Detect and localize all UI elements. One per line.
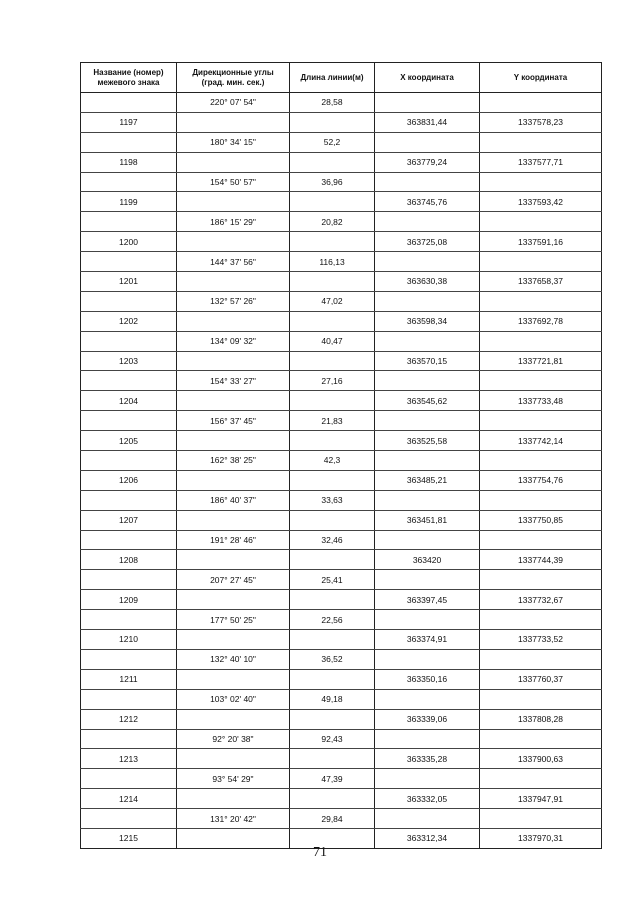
cell-line-length: 42,3 [290, 451, 375, 471]
cell-line-length: 49,18 [290, 689, 375, 709]
cell-directional-angle: 220° 07' 54" [177, 93, 290, 113]
cell-directional-angle: 144° 37' 56" [177, 252, 290, 272]
cell-directional-angle: 154° 33' 27" [177, 371, 290, 391]
cell-line-length [290, 192, 375, 212]
cell-mark-name [81, 490, 177, 510]
cell-x-coordinate [375, 729, 480, 749]
cell-x-coordinate: 363335,28 [375, 749, 480, 769]
cell-y-coordinate [480, 411, 602, 431]
table-row [81, 351, 602, 371]
table-row [81, 470, 602, 490]
cell-x-coordinate [375, 252, 480, 272]
cell-y-coordinate: 1337750,85 [480, 510, 602, 530]
table-row [81, 689, 602, 709]
header-directional-angle: Дирекционные углы (град. мин. сек.) [177, 63, 290, 93]
cell-y-coordinate [480, 451, 602, 471]
cell-x-coordinate: 363485,21 [375, 470, 480, 490]
cell-x-coordinate: 363374,91 [375, 630, 480, 650]
cell-y-coordinate: 1337733,48 [480, 391, 602, 411]
cell-directional-angle: 156° 37' 45" [177, 411, 290, 431]
cell-mark-name [81, 530, 177, 550]
cell-mark-name: 1206 [81, 470, 177, 490]
cell-mark-name [81, 132, 177, 152]
table-row [81, 112, 602, 132]
boundary-marks-table [80, 62, 602, 849]
cell-line-length: 47,39 [290, 769, 375, 789]
cell-y-coordinate: 1337658,37 [480, 272, 602, 292]
cell-mark-name: 1201 [81, 272, 177, 292]
cell-line-length [290, 749, 375, 769]
table-row [81, 630, 602, 650]
table-row [81, 729, 602, 749]
cell-line-length [290, 789, 375, 809]
cell-y-coordinate [480, 132, 602, 152]
cell-directional-angle [177, 789, 290, 809]
cell-line-length: 25,41 [290, 570, 375, 590]
cell-x-coordinate: 363630,38 [375, 272, 480, 292]
cell-directional-angle [177, 550, 290, 570]
table-row [81, 411, 602, 431]
cell-line-length [290, 709, 375, 729]
cell-mark-name [81, 172, 177, 192]
cell-mark-name: 1213 [81, 749, 177, 769]
cell-y-coordinate: 1337732,67 [480, 590, 602, 610]
cell-line-length: 28,58 [290, 93, 375, 113]
cell-mark-name: 1208 [81, 550, 177, 570]
cell-x-coordinate: 363332,05 [375, 789, 480, 809]
cell-line-length [290, 590, 375, 610]
cell-y-coordinate: 1337754,76 [480, 470, 602, 490]
cell-line-length: 32,46 [290, 530, 375, 550]
table-row [81, 331, 602, 351]
cell-y-coordinate [480, 252, 602, 272]
table-row [81, 789, 602, 809]
cell-mark-name: 1204 [81, 391, 177, 411]
cell-mark-name: 1212 [81, 709, 177, 729]
cell-directional-angle: 180° 34' 15" [177, 132, 290, 152]
cell-mark-name: 1200 [81, 232, 177, 252]
cell-y-coordinate [480, 371, 602, 391]
cell-directional-angle: 93° 54' 29" [177, 769, 290, 789]
cell-x-coordinate [375, 291, 480, 311]
cell-mark-name: 1203 [81, 351, 177, 371]
cell-mark-name: 1198 [81, 152, 177, 172]
cell-line-length: 47,02 [290, 291, 375, 311]
page-number: 71 [313, 845, 327, 860]
table-row [81, 809, 602, 829]
cell-directional-angle: 177° 50' 25" [177, 610, 290, 630]
cell-y-coordinate [480, 809, 602, 829]
header-y-coordinate: Y координата [480, 63, 602, 93]
cell-line-length [290, 391, 375, 411]
cell-line-length: 36,52 [290, 649, 375, 669]
cell-directional-angle [177, 152, 290, 172]
table-row [81, 391, 602, 411]
header-mark-name: Название (номер) межевого знака [81, 63, 177, 93]
cell-y-coordinate [480, 331, 602, 351]
cell-x-coordinate: 363451,81 [375, 510, 480, 530]
cell-line-length: 52,2 [290, 132, 375, 152]
table-row [81, 172, 602, 192]
cell-mark-name: 1215 [81, 828, 177, 848]
cell-x-coordinate [375, 93, 480, 113]
cell-x-coordinate: 363312,34 [375, 828, 480, 848]
cell-directional-angle [177, 311, 290, 331]
cell-line-length [290, 510, 375, 530]
cell-mark-name [81, 769, 177, 789]
cell-directional-angle: 191° 28' 46" [177, 530, 290, 550]
cell-directional-angle [177, 391, 290, 411]
cell-y-coordinate: 1337733,52 [480, 630, 602, 650]
cell-mark-name [81, 451, 177, 471]
table-row [81, 371, 602, 391]
table-header-row [81, 63, 602, 93]
cell-y-coordinate: 1337578,23 [480, 112, 602, 132]
table-row [81, 93, 602, 113]
cell-x-coordinate: 363831,44 [375, 112, 480, 132]
cell-x-coordinate: 363598,34 [375, 311, 480, 331]
cell-y-coordinate: 1337591,16 [480, 232, 602, 252]
cell-y-coordinate [480, 610, 602, 630]
cell-mark-name: 1211 [81, 669, 177, 689]
cell-mark-name: 1209 [81, 590, 177, 610]
cell-x-coordinate [375, 132, 480, 152]
cell-y-coordinate: 1337692,78 [480, 311, 602, 331]
cell-mark-name: 1197 [81, 112, 177, 132]
cell-directional-angle [177, 470, 290, 490]
cell-x-coordinate [375, 809, 480, 829]
table-row [81, 570, 602, 590]
cell-mark-name [81, 610, 177, 630]
cell-directional-angle: 134° 09' 32" [177, 331, 290, 351]
cell-directional-angle: 92° 20' 38" [177, 729, 290, 749]
cell-mark-name [81, 371, 177, 391]
cell-x-coordinate: 363420 [375, 550, 480, 570]
cell-line-length: 27,16 [290, 371, 375, 391]
cell-line-length [290, 470, 375, 490]
cell-directional-angle [177, 510, 290, 530]
cell-directional-angle [177, 709, 290, 729]
cell-x-coordinate [375, 610, 480, 630]
table-row [81, 311, 602, 331]
cell-directional-angle [177, 232, 290, 252]
cell-x-coordinate: 363350,16 [375, 669, 480, 689]
table-row [81, 590, 602, 610]
cell-mark-name [81, 570, 177, 590]
cell-x-coordinate: 363725,08 [375, 232, 480, 252]
table-row [81, 649, 602, 669]
cell-directional-angle: 162° 38' 25" [177, 451, 290, 471]
cell-y-coordinate [480, 689, 602, 709]
cell-directional-angle [177, 272, 290, 292]
cell-line-length [290, 152, 375, 172]
cell-directional-angle: 207° 27' 45" [177, 570, 290, 590]
cell-directional-angle: 186° 15' 29" [177, 212, 290, 232]
cell-line-length: 40,47 [290, 331, 375, 351]
header-x-coordinate: X координата [375, 63, 480, 93]
cell-mark-name [81, 212, 177, 232]
cell-directional-angle [177, 630, 290, 650]
cell-mark-name: 1214 [81, 789, 177, 809]
cell-y-coordinate: 1337760,37 [480, 669, 602, 689]
header-line-length: Длина линии(м) [290, 63, 375, 93]
cell-mark-name: 1210 [81, 630, 177, 650]
table-row [81, 709, 602, 729]
table-row [81, 610, 602, 630]
cell-x-coordinate [375, 530, 480, 550]
table-row [81, 192, 602, 212]
cell-directional-angle [177, 749, 290, 769]
table-row [81, 490, 602, 510]
table-row [81, 550, 602, 570]
table-body [81, 93, 602, 849]
table-row [81, 669, 602, 689]
cell-x-coordinate [375, 689, 480, 709]
cell-directional-angle: 186° 40' 37" [177, 490, 290, 510]
cell-x-coordinate [375, 570, 480, 590]
cell-y-coordinate: 1337970,31 [480, 828, 602, 848]
cell-line-length: 21,83 [290, 411, 375, 431]
cell-y-coordinate [480, 93, 602, 113]
cell-directional-angle: 131° 20' 42" [177, 809, 290, 829]
table-row [81, 749, 602, 769]
table-row [81, 212, 602, 232]
cell-x-coordinate: 363570,15 [375, 351, 480, 371]
cell-line-length [290, 112, 375, 132]
cell-directional-angle [177, 590, 290, 610]
cell-directional-angle [177, 192, 290, 212]
cell-line-length [290, 232, 375, 252]
table-row [81, 530, 602, 550]
cell-x-coordinate [375, 212, 480, 232]
cell-y-coordinate [480, 570, 602, 590]
cell-y-coordinate [480, 769, 602, 789]
cell-x-coordinate [375, 451, 480, 471]
cell-directional-angle [177, 669, 290, 689]
cell-x-coordinate: 363525,58 [375, 431, 480, 451]
cell-x-coordinate: 363745,76 [375, 192, 480, 212]
cell-mark-name [81, 93, 177, 113]
cell-mark-name [81, 809, 177, 829]
cell-line-length [290, 272, 375, 292]
table-row [81, 272, 602, 292]
cell-line-length: 33,63 [290, 490, 375, 510]
table-row [81, 252, 602, 272]
table-row [81, 431, 602, 451]
cell-directional-angle [177, 351, 290, 371]
cell-line-length: 116,13 [290, 252, 375, 272]
cell-line-length [290, 550, 375, 570]
table-row [81, 132, 602, 152]
cell-y-coordinate: 1337744,39 [480, 550, 602, 570]
cell-x-coordinate: 363339,06 [375, 709, 480, 729]
cell-mark-name [81, 729, 177, 749]
table-row [81, 152, 602, 172]
cell-line-length: 36,96 [290, 172, 375, 192]
cell-mark-name [81, 331, 177, 351]
cell-line-length: 29,84 [290, 809, 375, 829]
table-row [81, 291, 602, 311]
cell-y-coordinate [480, 649, 602, 669]
cell-directional-angle: 154° 50' 57" [177, 172, 290, 192]
table-row [81, 769, 602, 789]
cell-y-coordinate: 1337900,63 [480, 749, 602, 769]
cell-y-coordinate: 1337947,91 [480, 789, 602, 809]
cell-x-coordinate [375, 331, 480, 351]
cell-x-coordinate [375, 172, 480, 192]
cell-y-coordinate: 1337742,14 [480, 431, 602, 451]
cell-mark-name [81, 649, 177, 669]
cell-x-coordinate [375, 490, 480, 510]
cell-x-coordinate: 363397,45 [375, 590, 480, 610]
cell-y-coordinate: 1337721,81 [480, 351, 602, 371]
cell-y-coordinate [480, 490, 602, 510]
cell-directional-angle [177, 431, 290, 451]
cell-mark-name [81, 411, 177, 431]
cell-mark-name: 1202 [81, 311, 177, 331]
cell-y-coordinate: 1337593,42 [480, 192, 602, 212]
cell-mark-name [81, 252, 177, 272]
cell-y-coordinate: 1337577,71 [480, 152, 602, 172]
cell-line-length [290, 431, 375, 451]
cell-mark-name [81, 689, 177, 709]
cell-directional-angle: 132° 57' 26" [177, 291, 290, 311]
cell-x-coordinate: 363545,62 [375, 391, 480, 411]
cell-y-coordinate [480, 729, 602, 749]
cell-directional-angle: 132° 40' 10" [177, 649, 290, 669]
cell-line-length [290, 351, 375, 371]
cell-mark-name: 1199 [81, 192, 177, 212]
cell-y-coordinate [480, 172, 602, 192]
cell-directional-angle: 103° 02' 40" [177, 689, 290, 709]
cell-line-length: 92,43 [290, 729, 375, 749]
cell-x-coordinate [375, 371, 480, 391]
cell-y-coordinate [480, 212, 602, 232]
table-row [81, 451, 602, 471]
cell-x-coordinate [375, 649, 480, 669]
cell-x-coordinate: 363779,24 [375, 152, 480, 172]
cell-mark-name [81, 291, 177, 311]
cell-y-coordinate: 1337808,28 [480, 709, 602, 729]
cell-line-length [290, 669, 375, 689]
cell-y-coordinate [480, 291, 602, 311]
table-row [81, 510, 602, 530]
table-row [81, 232, 602, 252]
cell-x-coordinate [375, 411, 480, 431]
cell-line-length: 20,82 [290, 212, 375, 232]
cell-x-coordinate [375, 769, 480, 789]
cell-y-coordinate [480, 530, 602, 550]
cell-mark-name: 1207 [81, 510, 177, 530]
cell-directional-angle [177, 112, 290, 132]
cell-line-length [290, 630, 375, 650]
cell-line-length: 22,56 [290, 610, 375, 630]
cell-mark-name: 1205 [81, 431, 177, 451]
cell-line-length [290, 311, 375, 331]
